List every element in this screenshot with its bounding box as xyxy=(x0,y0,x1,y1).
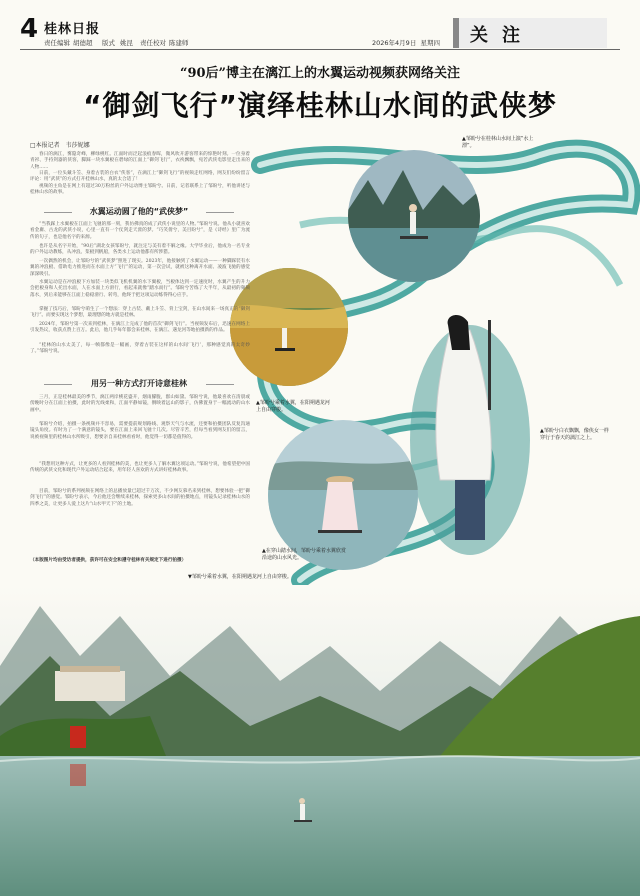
s1-paragraph-4: 水翼运动是在冲浪板下方加装一块类似飞机机翼的水下翼板，当板体达到一定速度时，水翼产生的升力会把板身和人托出水面，人在水面上方滑行，看起来就像“踏水而行”。邹盼兮苦练了大半年，从最初的频频落水，到后来能够在江面上稳稳滑行、转弯，他终于把这项运动练得得心应手。 xyxy=(30,280,250,298)
s2-paragraph-4: 目前，邹盼兮的系列视频在网络上的总播放量已超过千万次，不少网友慕名来到桂林，想要体验一把“御剑飞行”的感觉。邹盼兮表示，今后他还会继续来桂林，探索更多山水间的拍摄地点，用镜头记录桂林山水的四季之美，让更多人爱上这片“山水甲天下”的土地。 xyxy=(30,489,250,507)
s1-paragraph-3: 一次偶然的机会，让邹盼兮的“武侠梦”照进了现实。2023年，他接触到了水翼运动——一种脚踩装有水翼的冲浪板、借助电力推进而在水面上方“飞行”的运动，第一次尝试，就被这种离开水面、凌波飞驰的感觉深深吸引。 xyxy=(30,259,250,277)
caption-bottom-banner: ▼邹盼兮乘着水翼，在阳朔遇龙河上自由穿梭。 xyxy=(188,574,292,580)
s2-paragraph-3: “我想用这种方式，让更多的人看到桂林的美，也让更多人了解水翼这项运动。”邹盼兮说，他希望把中国传统的武侠文化和现代户外运动结合起来，用年轻人喜欢的方式讲好桂林故事。 xyxy=(30,462,250,474)
caption-middle-right: ▲邹盼兮白衣飘飘，像侠女一样穿行于春天的漓江之上。 xyxy=(540,428,609,441)
staff-role-editor: 责任编辑 xyxy=(44,39,70,47)
intro-paragraph-3: 视频的主角是在网上有超过30万粉丝的户外运动博主邹盼兮。日前，记者联系上了邹盼兮，听他讲述与桂林山水的故事。 xyxy=(30,184,250,196)
s2-paragraph-1: 三月，正是桂林最美的季节，漓江两岸桃花盛开，烟雨朦胧，群山如黛。邹盼兮说，他最喜欢在清晨或傍晚时分在江面上拍摄，此时的光线柔和，江面平静如镜，倒映着远山的影子，仿佛置身于一幅流动的山水画中。 xyxy=(30,395,250,413)
s1-paragraph-6: 2024年，邹盼兮第一次来到桂林，在漓江上完成了他的首次“御剑飞行”。当视频发布后，迅速在网络上引发热议，收获点赞上百万。此后，他几乎每年都会来桂林，在漓江、遇龙河等地拍摄新的作品。 xyxy=(30,322,250,334)
s1-paragraph-5: 掌握了技巧后，邹盼兮萌生了一个想法：穿上古装、戴上斗笠、背上宝剑，在山水间来一场真正的“御剑飞行”。而要实现这个梦想，最理想的地方就是桂林。 xyxy=(30,307,250,319)
intro-paragraph-1: 春日的漓江，雾隐奇峰，柳绿桃红。江面时而泛起浪痕春晖，微风吹开游客带来的惊艳时刻。一位身着青衫、手持剑器的侠客，脚踩一块水翼板在碧绿的江面上“御剑飞行”，衣袂飘飘，宛若武侠电影里走出来的人物…… xyxy=(30,152,250,170)
page-number: 4 xyxy=(20,14,39,44)
s1-paragraph-7: “桂林的山水太美了，每一帧都像是一幅画，穿着古装在这样的山水间‘飞行’，那种感觉真的太奇妙了。”邹盼兮说。 xyxy=(30,343,250,355)
caption-top-right: ▲邹盼兮在桂林山水间上演“水上漂”。 xyxy=(462,136,534,149)
section-2-title: 用另一种方式打开诗意桂林 xyxy=(44,378,234,391)
staff-name-proofread: 陈建师 xyxy=(169,39,189,47)
intro-paragraph-2: 日前，一位头戴斗笠、身着古装的白衣“侠客”，在漓江上“御剑飞行”的视频走红网络，网友们纷纷留言评论：用“武侠”的方式打开桂林山水，真的太合适了！ xyxy=(30,171,250,183)
photo-white-robed-rider xyxy=(400,310,530,560)
byline: □本报记者 韦莎妮娜 xyxy=(30,142,90,149)
staff-role-layout: 版式 xyxy=(102,39,115,47)
staff-name-layout: 姚昆 xyxy=(120,39,133,47)
subheadline: “90后”博主在漓江上的水翼运动视频获网络关注 xyxy=(179,66,461,81)
staff-role-proofread: 责任校对 xyxy=(140,39,166,47)
section-tab-bar xyxy=(453,18,459,48)
photo-credit: （本版图片均由受访者提供，获许可在安全和遵守桂林有关规定下进行拍摄） xyxy=(30,558,187,563)
section-1-title: 水翼运动圆了他的“武侠梦” xyxy=(44,206,234,219)
s1-paragraph-1: “当我踩上水翼板在江面上飞驰的那一刻，我仿佛真的成了武侠小说里的人物。”邹盼兮说。他从小就喜欢看金庸、古龙的武侠小说，心里一直有一个仗剑走天涯的梦。“巧笑倩兮，美目盼兮”，是《诗经》里广为流传的句子，也是他名字的来源。 xyxy=(30,222,250,240)
dateline xyxy=(372,38,440,47)
paper-name: 桂林日报 xyxy=(44,22,101,37)
headline: “御剑飞行”演绎桂林山水间的武侠梦 xyxy=(83,89,557,122)
caption-middle-left: ▲邹盼兮乘着水翼，在阳朔遇龙河上自由穿梭。 xyxy=(256,400,330,413)
masthead xyxy=(0,0,640,56)
photo-jianghua-circle xyxy=(348,150,480,282)
photo-karst-river-landscape xyxy=(0,586,640,896)
date: 2026年4月9日 xyxy=(372,39,417,47)
s2-paragraph-2: 邹盼兮介绍，拍摄一条视频并不容易，需要提前规划路线、观察天气与水流，还要和拍摄团队反复沟通镜头角度。有时为了一个满意的镜头，要在江面上来回飞驰十几次。尽管辛苦，但每当看到网友们的留言，说被视频里的桂林山水所吸引，想要亲自来桂林看看时，他觉得一切都是值得的。 xyxy=(30,422,250,440)
caption-bottom-left: ▲在穿山踏水间，邹盼兮乘着水翼欣赏沿途的山水风光。 xyxy=(262,548,346,561)
weekday: 星期四 xyxy=(420,39,440,47)
masthead-rule xyxy=(20,49,620,50)
s1-paragraph-2: 也许是从名字开始，“90后”湖北女孩邹盼兮，就注定与美有着不解之缘。大学毕业后，他成为一名专业的户外运动教练，从冲浪、桨板到帆船，各类水上运动他都有所涉猎。 xyxy=(30,244,250,256)
section-label: 关注 xyxy=(470,25,534,46)
staff-name-editor: 胡德超 xyxy=(73,39,93,47)
